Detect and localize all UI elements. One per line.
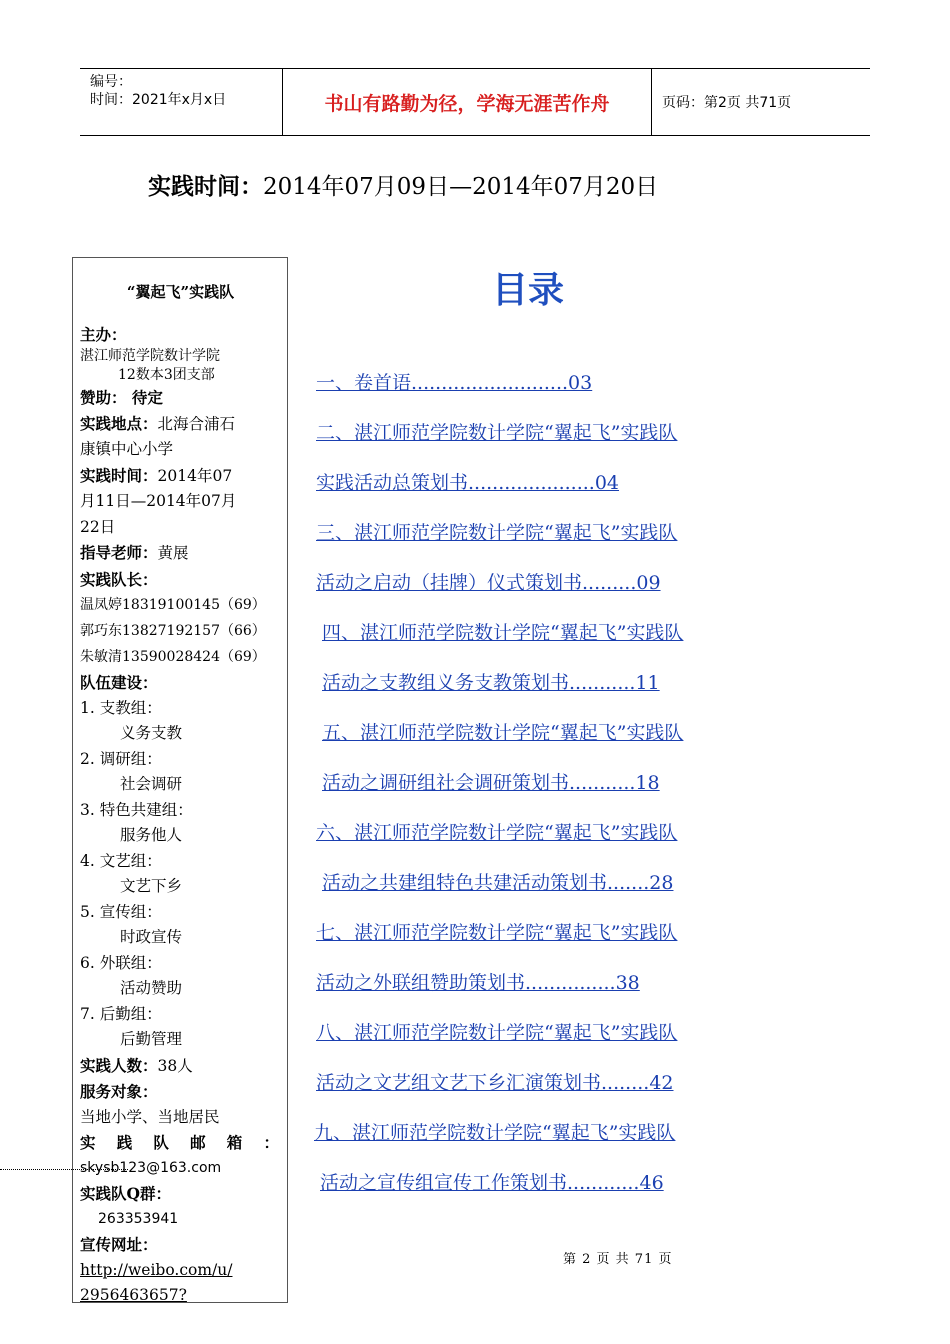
leader-1: 温凤婷18319100145（69）	[80, 597, 266, 613]
time-line-2: 月11日—2014年07月	[80, 492, 237, 510]
page-footer: 第 2 页 共 71 页	[563, 1252, 673, 1267]
group-3-name: 3. 特色共建组：	[80, 800, 193, 819]
target-label: 服务对象：	[80, 1082, 158, 1101]
count-label: 实践人数：	[80, 1055, 158, 1075]
toc-line-15[interactable]: 活动之文艺组文艺下乡汇演策划书........42	[316, 1072, 674, 1094]
location-line-1: 北海合浦石	[157, 414, 236, 433]
header-page-number: 页码：第2页 共71页	[662, 95, 792, 111]
web-link-2[interactable]	[80, 1283, 281, 1309]
group-7-task: 后勤管理	[120, 1030, 183, 1048]
host-label: 主办：	[80, 324, 127, 344]
dotted-divider	[0, 1169, 128, 1170]
group-4-task: 文艺下乡	[120, 877, 183, 895]
toc-line-11[interactable]: 活动之共建组特色共建活动策划书.......28	[322, 872, 674, 894]
toc-line-12[interactable]: 七、湛江师范学院数计学院“翼起飞”实践队	[316, 922, 678, 944]
toc-line-10[interactable]: 六、湛江师范学院数计学院“翼起飞”实践队	[316, 822, 678, 844]
group-2-task: 社会调研	[120, 775, 183, 793]
info-sidebar	[72, 257, 288, 1303]
toc-line-13[interactable]: 活动之外联组赞助策划书...............38	[316, 972, 640, 994]
qq-value: 263353941	[98, 1210, 179, 1227]
toc-line-17[interactable]: 活动之宣传组宣传工作策划书............46	[320, 1172, 664, 1194]
leader-2: 郭巧东13827192157（66）	[80, 623, 266, 639]
group-6-task: 活动赞助	[120, 979, 183, 997]
web-label: 宣传网址：	[80, 1235, 158, 1254]
location	[80, 411, 281, 438]
time-line-3: 22日	[80, 517, 116, 536]
member-count	[80, 1053, 281, 1080]
serial-label: 编号：	[90, 74, 132, 90]
qq-label: 实践队Q群：	[80, 1184, 172, 1203]
group-1-name: 1. 支教组：	[80, 698, 162, 717]
time	[80, 463, 281, 490]
time-label: 实践时间：	[80, 465, 158, 485]
teacher	[80, 540, 281, 567]
time-line-1: 2014年07	[157, 466, 233, 485]
toc-line-8[interactable]: 五、湛江师范学院数计学院“翼起飞”实践队	[322, 722, 684, 744]
group-2-name: 2. 调研组：	[80, 749, 162, 768]
web-link-line-1[interactable]: http://weibo.com/u/	[80, 1260, 233, 1279]
group-7-name: 7. 后勤组：	[80, 1004, 162, 1023]
page-header	[80, 68, 870, 136]
toc-line-3[interactable]: 实践活动总策划书.....................04	[316, 472, 620, 494]
target-value: 当地小学、当地居民	[80, 1107, 220, 1126]
toc-line-16[interactable]: 九、湛江师范学院数计学院“翼起飞”实践队	[314, 1122, 676, 1144]
group-3-task: 服务他人	[120, 826, 183, 844]
date-label: 时间：2021年x月x日	[90, 92, 227, 108]
email-value: skysb123@163.com	[80, 1159, 222, 1176]
header-motto: 书山有路勤为径，学海无涯苦作舟	[282, 69, 652, 135]
web-link-line-2[interactable]: 2956463657?	[80, 1286, 187, 1304]
toc-line-4[interactable]: 三、湛江师范学院数计学院“翼起飞”实践队	[316, 522, 678, 544]
header-meta	[80, 69, 282, 135]
toc-line-1[interactable]: 一、卷首语..........................03	[316, 372, 593, 394]
location-line-2: 康镇中心小学	[80, 440, 174, 458]
leader-3: 朱敏清13590028424（69）	[80, 649, 266, 665]
group-5-name: 5. 宣传组：	[80, 902, 162, 921]
toc-line-2[interactable]: 二、湛江师范学院数计学院“翼起飞”实践队	[316, 422, 678, 444]
team-name: “翼起飞”实践队	[126, 283, 235, 301]
group-6-name: 6. 外联组：	[80, 953, 162, 972]
practice-time-label: 实践时间：	[148, 173, 263, 200]
host-line-1: 湛江师范学院数计学院	[80, 348, 220, 364]
email-label: 实践队邮箱：	[80, 1133, 281, 1152]
toc-line-9[interactable]: 活动之调研组社会调研策划书...........18	[322, 772, 660, 794]
teacher-name: 黄展	[157, 544, 189, 562]
host-line-2: 12数本3团支部	[118, 367, 215, 383]
leader-label: 实践队长：	[80, 569, 158, 589]
practice-time-line	[148, 168, 658, 201]
toc-line-5[interactable]: 活动之启动（挂牌）仪式策划书.........09	[316, 572, 661, 594]
groups-label: 队伍建设：	[80, 673, 158, 692]
group-1-task: 义务支教	[120, 724, 183, 742]
practice-time-value: 2014年07月09日—2014年07月20日	[263, 174, 659, 200]
sponsor: 赞助： 待定	[80, 388, 163, 407]
toc-title: 目录	[492, 270, 565, 311]
count-value: 38人	[157, 1056, 193, 1075]
group-4-name: 4. 文艺组：	[80, 851, 162, 870]
toc-line-14[interactable]: 八、湛江师范学院数计学院“翼起飞”实践队	[316, 1022, 678, 1044]
group-5-task: 时政宣传	[120, 928, 183, 946]
web-link[interactable]	[80, 1258, 281, 1284]
toc-line-6[interactable]: 四、湛江师范学院数计学院“翼起飞”实践队	[322, 622, 684, 644]
teacher-label: 指导老师：	[80, 543, 158, 562]
location-label: 实践地点：	[80, 413, 158, 433]
toc-line-7[interactable]: 活动之支教组义务支教策划书...........11	[322, 672, 660, 694]
